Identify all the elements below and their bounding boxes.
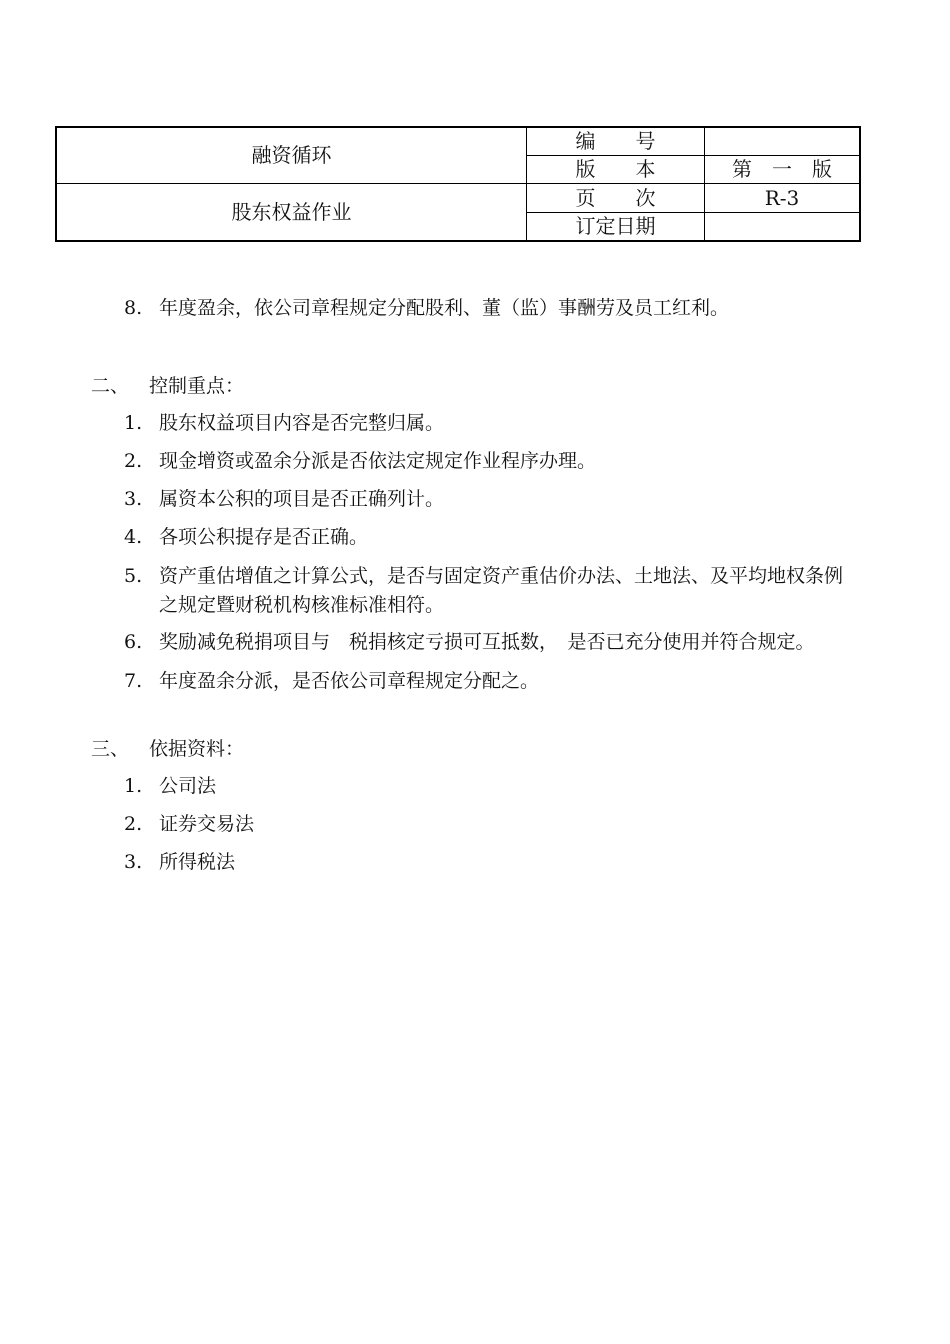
list-item-number: 3. [124, 851, 143, 873]
doc-title-cycle: 融资循环 [56, 127, 527, 184]
list-item-text: 属资本公积的项目是否正确列计。 [159, 488, 445, 510]
list-item-number: 1. [124, 775, 143, 797]
value-date [705, 212, 861, 241]
section-title: 依据资料： [149, 738, 245, 760]
list-item-number: 1. [124, 412, 143, 434]
list-item-text: 奖励减免税捐项目与 税捐核定亏损可互抵数， 是否已充分使用并符合规定。 [159, 631, 815, 653]
header-table [55, 126, 861, 242]
value-page: R-3 [705, 184, 861, 212]
list-item-number: 3. [124, 488, 143, 510]
label-number: 编 号 [527, 127, 705, 156]
list-item-number: 8. [124, 297, 143, 319]
list-item-text: 证券交易法 [159, 813, 255, 835]
list-item-text: 公司法 [159, 775, 217, 797]
list-item-text: 所得税法 [159, 851, 236, 873]
label-date: 订定日期 [527, 212, 705, 241]
list-item-number: 6. [124, 631, 143, 653]
section-number: 三、 [91, 738, 130, 760]
list-item-number: 5. [124, 565, 143, 587]
doc-title-operation: 股东权益作业 [56, 184, 527, 241]
list-item-text: 资产重估增值之计算公式，是否与固定资产重估价办法、土地法、及平均地权条例之规定暨财税机构核准标准相符。 [159, 565, 844, 616]
list-item-text: 股东权益项目内容是否完整归属。 [159, 412, 445, 434]
list-item-text: 各项公积提存是否正确。 [159, 526, 369, 548]
value-version: 第 一 版 [705, 156, 861, 184]
list-item-number: 4. [124, 526, 143, 548]
list-item-number: 7. [124, 670, 143, 692]
section-number: 二、 [91, 375, 130, 397]
list-item-text: 年度盈余分派，是否依公司章程规定分配之。 [159, 670, 540, 692]
label-page: 页 次 [527, 184, 705, 212]
list-item-number: 2. [124, 813, 143, 835]
label-version: 版 本 [527, 156, 705, 184]
section-title: 控制重点： [149, 375, 245, 397]
list-item-number: 2. [124, 450, 143, 472]
list-item-text: 年度盈余，依公司章程规定分配股利、董（监）事酬劳及员工红利。 [159, 297, 730, 319]
list-item-text: 现金增资或盈余分派是否依法定规定作业程序办理。 [159, 450, 597, 472]
value-number [705, 127, 861, 156]
